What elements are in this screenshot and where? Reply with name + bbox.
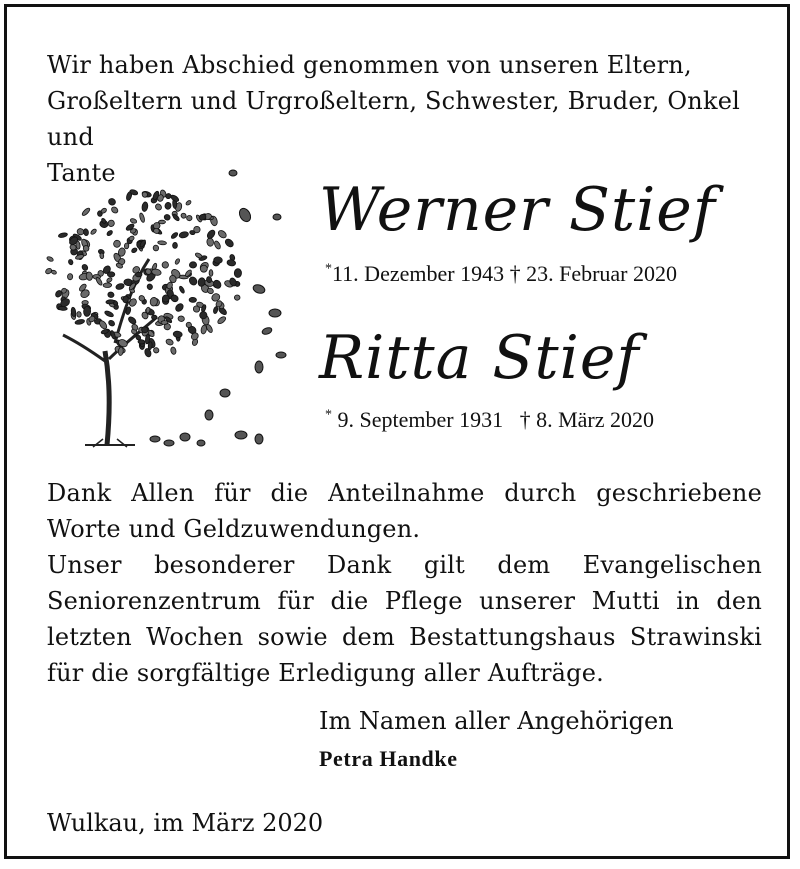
leaf [107, 291, 114, 298]
leaf [217, 229, 228, 239]
leaf [141, 201, 148, 211]
intro-line: Wir haben Abschied genommen von unseren Eltern, [47, 51, 692, 79]
death-symbol: † [509, 261, 521, 286]
leaf [180, 212, 187, 219]
life-dates-ritta [325, 405, 654, 435]
leaf [200, 265, 207, 272]
leaf [107, 197, 116, 206]
leaf [115, 283, 125, 291]
thanks-text [47, 475, 762, 691]
leaf [186, 215, 192, 221]
leaf [158, 240, 167, 245]
leaf [46, 256, 54, 262]
leaf [152, 315, 158, 319]
leaf [104, 310, 114, 318]
leaf [103, 283, 112, 288]
leaf [118, 347, 124, 356]
deceased-name-werner: Werner Stief [319, 175, 716, 245]
leaf [154, 203, 162, 212]
leaf [189, 261, 197, 268]
leaf [224, 238, 235, 249]
leaf [127, 316, 137, 326]
leaf [170, 346, 177, 354]
leaf [100, 253, 105, 259]
birth-symbol: * [325, 261, 332, 277]
leaf [172, 213, 180, 222]
leaf [67, 274, 72, 280]
leaf [217, 315, 227, 325]
leaf [165, 338, 174, 346]
leaf [131, 247, 138, 254]
leaf [108, 319, 116, 327]
leaf [110, 206, 119, 215]
birth-symbol: * [325, 407, 332, 423]
leaf [113, 240, 121, 248]
leaf [195, 252, 203, 259]
birth-date: 9. September 1931 [337, 407, 504, 432]
leaf [161, 320, 168, 324]
leaf [189, 297, 197, 302]
leaf [205, 324, 213, 334]
intro-line: Tante [47, 159, 116, 187]
leaf [90, 228, 97, 235]
death-date: 23. Februar 2020 [526, 261, 677, 286]
leaf [75, 319, 85, 325]
leaf [139, 213, 146, 223]
leaf [164, 202, 171, 210]
leaf [184, 269, 192, 278]
leaf [163, 214, 171, 221]
leaf [209, 270, 213, 277]
leaf [76, 311, 81, 317]
signature-name: Petra Handke [319, 746, 458, 771]
leaf [172, 242, 177, 248]
leaf [188, 276, 199, 287]
leaf [81, 263, 89, 271]
leaf [206, 229, 217, 240]
leaf [95, 277, 103, 287]
leaf [161, 260, 170, 269]
obituary-notice [4, 4, 790, 859]
leaf [75, 254, 84, 260]
leaf [51, 270, 57, 275]
death-date: 8. März 2020 [536, 407, 655, 432]
leaf [110, 330, 116, 339]
deceased-name-ritta: Ritta Stief [319, 323, 640, 393]
leaf [234, 295, 240, 301]
leaf [178, 315, 185, 322]
leaf [106, 277, 113, 283]
signature-intro: Im Namen aller Angehörigen [319, 707, 674, 735]
leaf [85, 271, 93, 280]
life-dates-werner [325, 259, 677, 289]
leaf [107, 219, 115, 227]
leaf [213, 306, 219, 314]
thanks-paragraph: Unser besonderer Dank gilt dem Evangelischen Seniorenzentrum für die Pflege unserer Mutti in den letzten Wochen sowie dem Bestattungshaus Strawinski für die sorgfältige Erledigung aller Aufträge. [47, 551, 762, 687]
leaf [83, 228, 89, 236]
leaf [213, 240, 221, 250]
leaf [170, 194, 180, 203]
leaf [174, 302, 185, 313]
leaf [178, 286, 185, 294]
place-and-date: Wulkau, im März 2020 [47, 809, 324, 837]
leaf [106, 230, 113, 237]
leaf [138, 339, 145, 344]
leaf [135, 272, 142, 277]
tree-with-falling-leaves-icon [45, 163, 295, 463]
leaf [58, 232, 68, 238]
intro-line: Großeltern und Urgroßeltern, Schwester, Bruder, Onkel und [47, 87, 740, 151]
death-symbol: † [519, 407, 531, 432]
leaf [179, 231, 190, 239]
leaf [170, 232, 178, 240]
leaf [68, 259, 74, 266]
birth-date: 11. Dezember 1943 [332, 261, 505, 286]
leaf [173, 331, 183, 338]
leaf [81, 207, 91, 217]
leaf [152, 244, 159, 251]
leaf [130, 218, 138, 224]
leaf [174, 258, 180, 265]
leaf [83, 306, 90, 316]
leaf [214, 257, 223, 264]
leaf [185, 200, 192, 206]
leaf [146, 283, 153, 290]
leaf [227, 259, 237, 267]
leaf [234, 269, 241, 278]
thanks-paragraph: Dank Allen für die Anteilnahme durch geschriebene Worte und Geldzuwendungen. [47, 479, 762, 543]
